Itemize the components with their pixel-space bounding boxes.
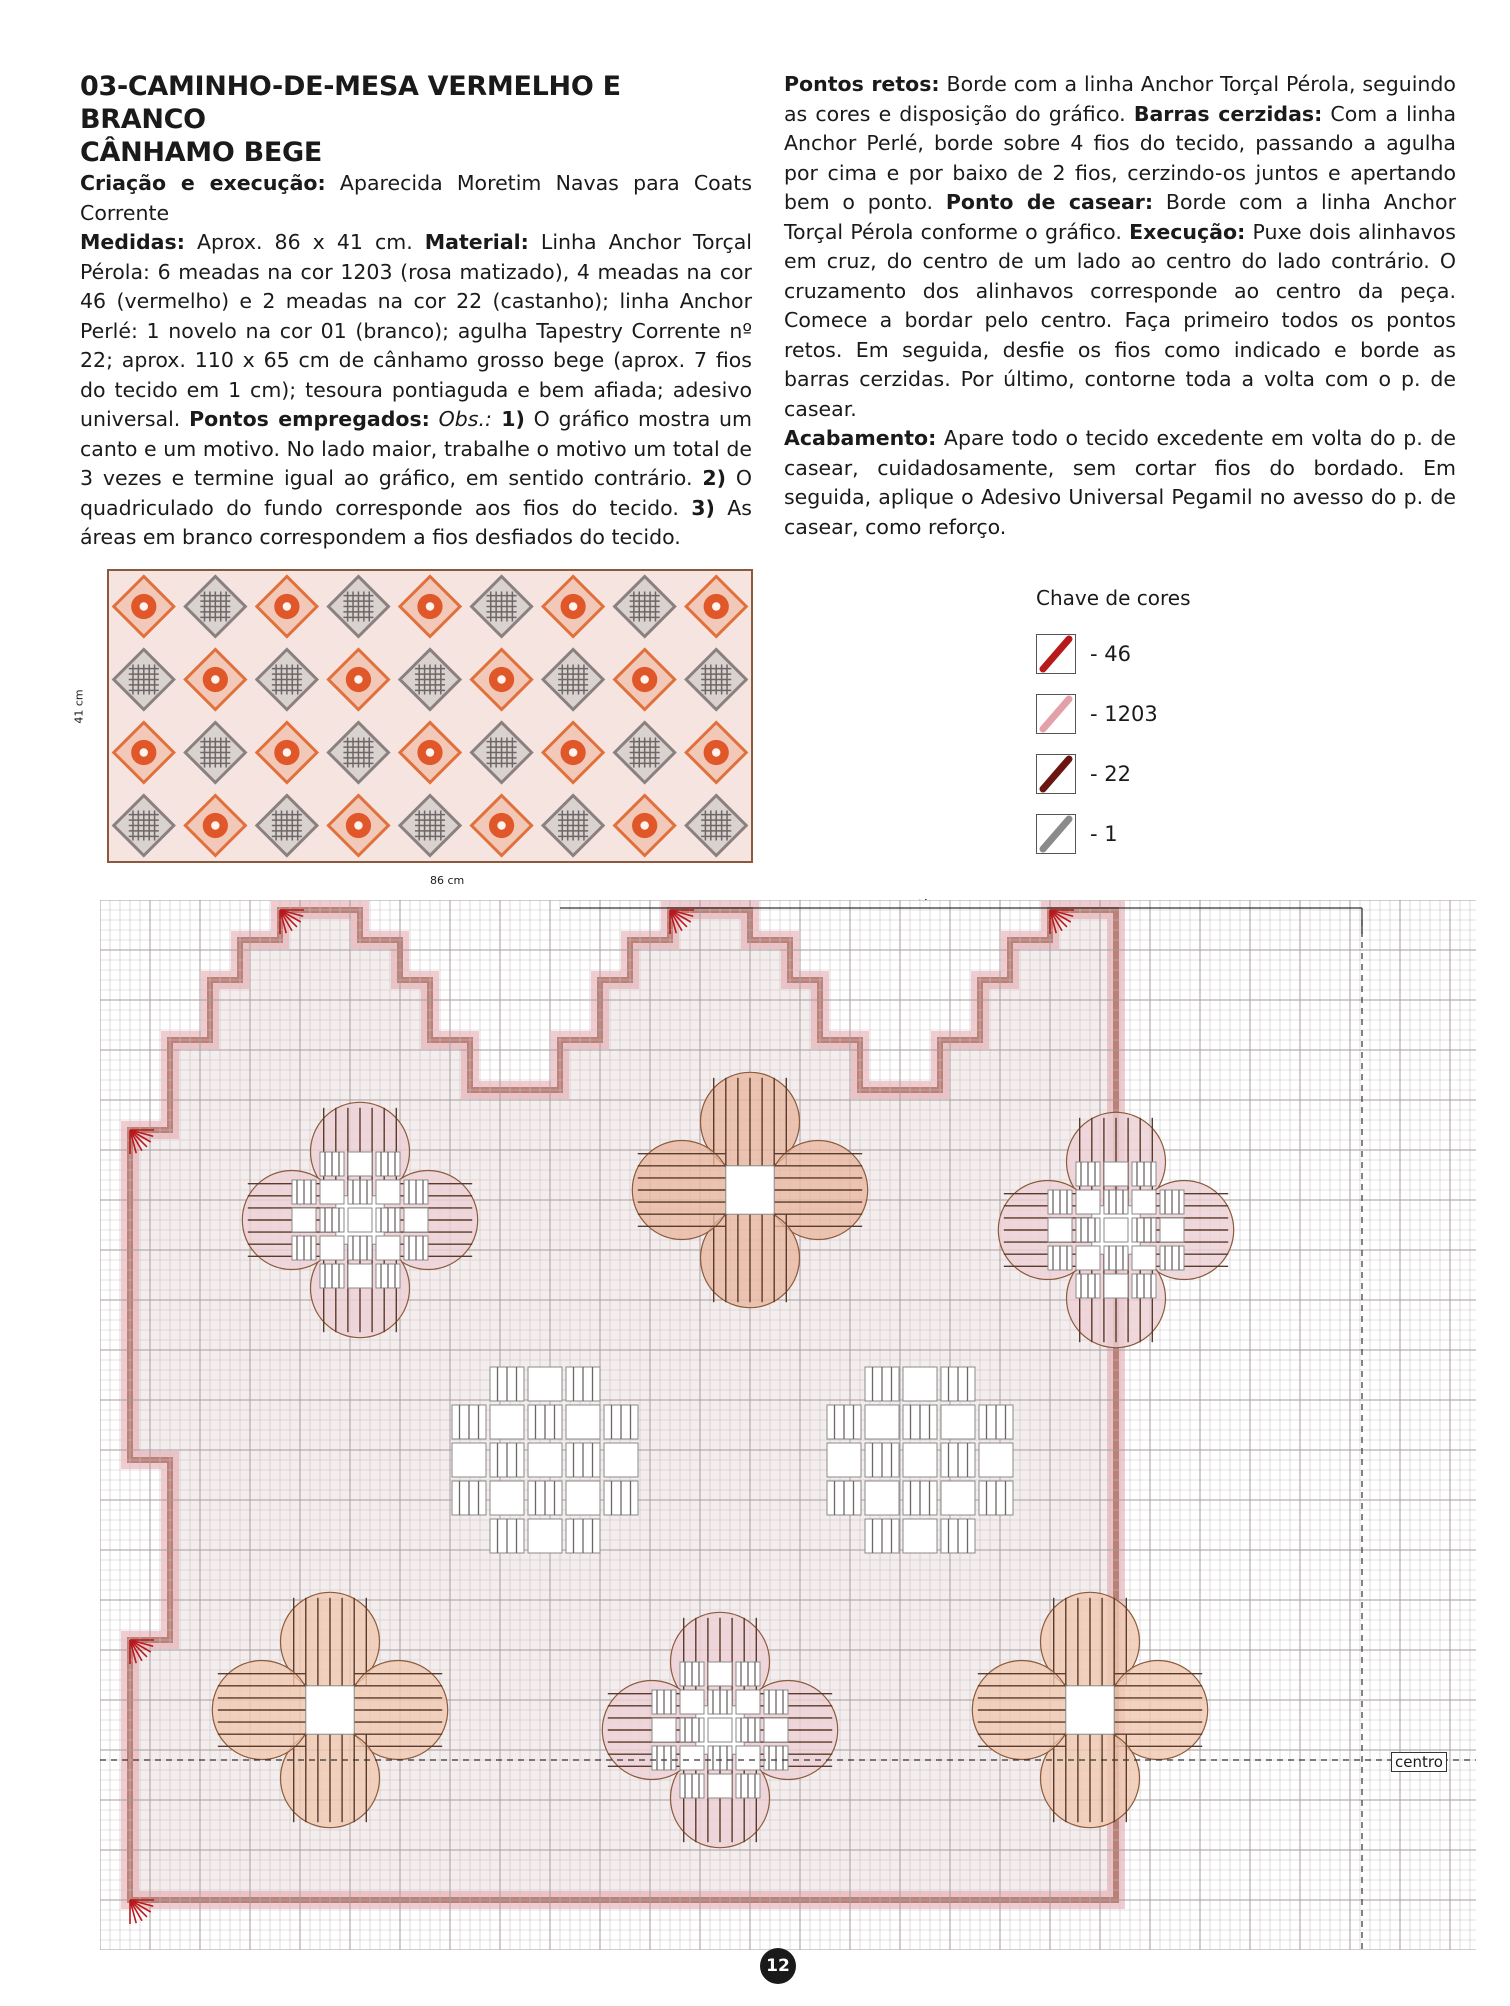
drawn-thread-square xyxy=(941,1481,975,1515)
drawn-thread-square xyxy=(566,1481,600,1515)
drawn-thread-square xyxy=(865,1405,899,1439)
drawn-thread-square xyxy=(320,1236,344,1260)
drawn-thread-square xyxy=(680,1746,704,1770)
drawn-thread-square xyxy=(604,1443,638,1477)
credits-paragraph: Criação e execução: Aparecida Moretim Navas para Coats Corrente xyxy=(80,171,752,225)
motif-center xyxy=(712,748,720,756)
motif-center xyxy=(354,821,362,829)
article-left-column xyxy=(80,70,752,553)
drawn-thread-square xyxy=(736,1690,760,1714)
drawn-thread-square xyxy=(941,1405,975,1439)
drawn-thread-square xyxy=(566,1405,600,1439)
motif-center xyxy=(640,675,648,683)
table-runner-thumbnail xyxy=(104,566,756,866)
drawn-thread-square xyxy=(708,1662,732,1686)
drawn-thread-square xyxy=(348,1264,372,1288)
motif-center xyxy=(497,675,505,683)
drawn-thread-square xyxy=(903,1443,937,1477)
drawn-thread-square xyxy=(404,1208,428,1232)
color-key-item: - 1203 xyxy=(1036,684,1191,744)
flower-center xyxy=(726,1166,774,1214)
motif-center xyxy=(569,602,577,610)
drawn-thread-square xyxy=(528,1443,562,1477)
motif-center xyxy=(140,748,148,756)
drawn-thread-square xyxy=(1132,1246,1156,1270)
motif-center xyxy=(140,602,148,610)
drawn-thread-square xyxy=(490,1481,524,1515)
drawn-thread-square xyxy=(1076,1190,1100,1214)
drawn-thread-square xyxy=(452,1443,486,1477)
flower-center xyxy=(306,1686,354,1734)
drawn-thread-square xyxy=(979,1443,1013,1477)
finishing-paragraph: Acabamento: Apare todo o tecido excedente em volta do p. de casear, cuidadosamente, sem cortar fios do bordado. Em seguida, aplique o Adesivo Universal Pegamil no avesso do p. de casear, como reforço. xyxy=(784,426,1456,539)
thumbnail-height-label: 41 cm xyxy=(72,689,86,724)
motif-center xyxy=(283,602,291,610)
stitches-paragraph: Pontos retos: Borde com a linha Anchor Torçal Pérola, seguindo as cores e disposição do gráfico. Barras cerzidas: Com a linha Anchor Perlé, borde sobre 4 fios do tecido, passando a agulha por cima e por baixo de 2 fios, cerzindo-os juntos e apertando bem o ponto. Ponto de casear: Borde com a linha Anchor Torçal Pérola conforme o gráfico. Execução: Puxe dois alinhavos em cruz, do centro de um lado ao centro do lado contrário. O cruzamento dos alinhavos corresponde ao centro da peça. Comece a bordar pelo centro. Faça primeiro todos os pontos retos. Em seguida, desfie os fios como indicado e borde as barras cerzidas. Por último, contorne toda a volta com o p. de casear. xyxy=(784,72,1457,421)
motif-center xyxy=(211,675,219,683)
motif-center xyxy=(283,748,291,756)
drawn-thread-square xyxy=(680,1690,704,1714)
motif-center xyxy=(497,821,505,829)
article-title: 03-CAMINHO-DE-MESA VERMELHO E BRANCO CÂNHAMO BEGE xyxy=(80,71,621,168)
drawn-thread-square xyxy=(376,1236,400,1260)
motif-center xyxy=(211,821,219,829)
motif-center xyxy=(426,602,434,610)
drawn-thread-square xyxy=(348,1152,372,1176)
drawn-thread-square xyxy=(652,1718,676,1742)
motif-center xyxy=(354,675,362,683)
thread-swatch-icon xyxy=(1036,754,1076,794)
drawn-thread-square xyxy=(1104,1218,1128,1242)
drawn-thread-square xyxy=(903,1367,937,1401)
drawn-thread-square xyxy=(1048,1218,1072,1242)
drawn-thread-square xyxy=(528,1519,562,1553)
centro-label: centro xyxy=(1391,1752,1447,1772)
embroidery-chart xyxy=(100,900,1476,1950)
motif-center xyxy=(712,602,720,610)
drawn-thread-square xyxy=(1160,1218,1184,1242)
color-key-title: Chave de cores xyxy=(1036,586,1191,610)
drawn-thread-square xyxy=(490,1405,524,1439)
drawn-thread-square xyxy=(736,1746,760,1770)
color-key-item: - 22 xyxy=(1036,744,1191,804)
drawn-thread-square xyxy=(1076,1246,1100,1270)
thread-swatch-icon xyxy=(1036,634,1076,674)
drawn-thread-square xyxy=(865,1481,899,1515)
drawn-thread-square xyxy=(528,1367,562,1401)
drawn-thread-square xyxy=(827,1443,861,1477)
flower-center xyxy=(1066,1686,1114,1734)
drawn-thread-square xyxy=(348,1208,372,1232)
motif-center xyxy=(640,821,648,829)
drawn-thread-square xyxy=(708,1774,732,1798)
color-key-item: - 1 xyxy=(1036,804,1191,864)
motif-center xyxy=(569,748,577,756)
drawn-thread-square xyxy=(1104,1162,1128,1186)
drawn-thread-square xyxy=(764,1718,788,1742)
drawn-thread-square xyxy=(903,1519,937,1553)
color-key xyxy=(1036,586,1191,864)
drawn-thread-square xyxy=(708,1718,732,1742)
thread-swatch-icon xyxy=(1036,694,1076,734)
page-number: 12 xyxy=(760,1948,796,1984)
drawn-thread-square xyxy=(292,1208,316,1232)
article-right-column xyxy=(784,70,1456,542)
motif-center xyxy=(426,748,434,756)
thread-swatch-icon xyxy=(1036,814,1076,854)
drawn-thread-square xyxy=(320,1180,344,1204)
materials-paragraph: Medidas: Aprox. 86 x 41 cm. Material: Linha Anchor Torçal Pérola: 6 meadas na cor 1203 (rosa matizado), 4 meadas na cor 46 (vermelho) e 2 meadas na cor 22 (castanho); linha Anchor Perlé: 1 novelo na cor 01 (branco); agulha Tapestry Corrente nº 22; aprox. 110 x 65 cm de cânhamo grosso bege (aprox. 7 fios do tecido em 1 cm); tesoura pontiaguda e bem afiada; adesivo universal. Pontos empregados: Obs.: 1) O gráfico mostra um canto e um motivo. No lado maior, trabalhe o motivo um total de 3 vezes e termine igual ao gráfico, em sentido contrário. 2) O quadriculado do fundo corresponde aos fios do tecido. 3) As áreas em branco correspondem a fios desfiados do tecido. xyxy=(80,230,752,549)
drawn-thread-square xyxy=(1104,1274,1128,1298)
color-key-item: - 46 xyxy=(1036,624,1191,684)
thumbnail-width-label: 86 cm xyxy=(430,874,465,887)
drawn-thread-square xyxy=(1132,1190,1156,1214)
drawn-thread-square xyxy=(376,1180,400,1204)
